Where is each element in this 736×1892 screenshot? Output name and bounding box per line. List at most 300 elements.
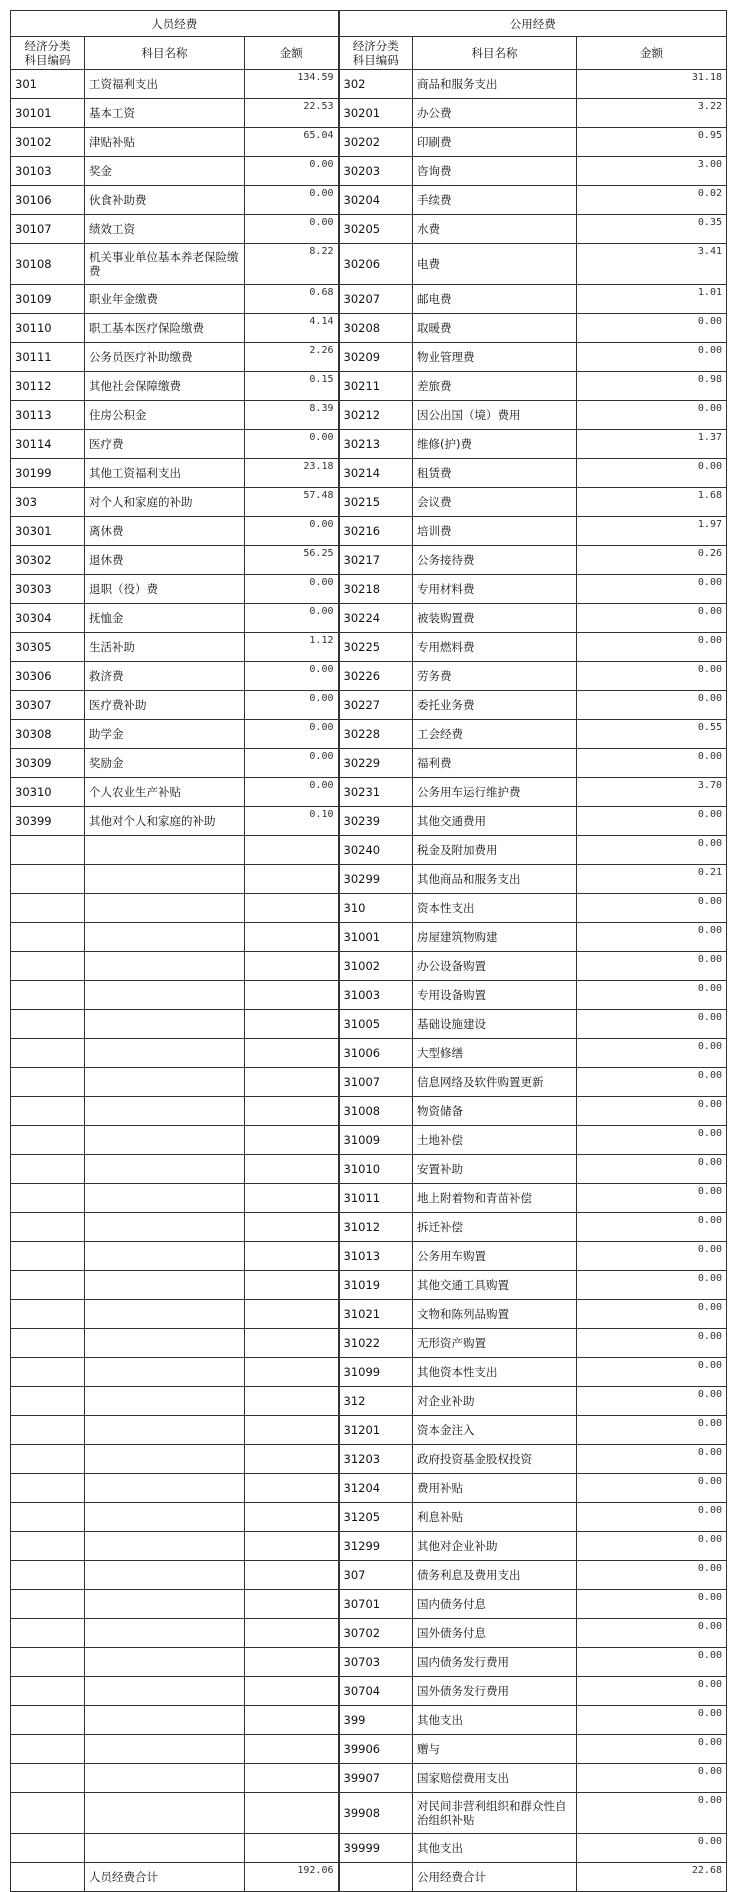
personnel-code-cell [11,836,85,865]
public-name-cell: 物资储备 [413,1097,577,1126]
personnel-amount-cell: 1.12 [245,633,339,662]
table-row [11,1184,727,1213]
public-amount-cell: 3.22 [577,99,727,128]
public-amount-cell: 1.68 [577,488,727,517]
personnel-amount-cell [245,1242,339,1271]
personnel-amount-cell: 2.26 [245,343,339,372]
personnel-code-cell [11,1590,85,1619]
public-amount-cell: 0.00 [577,401,727,430]
personnel-amount-cell [245,1387,339,1416]
public-amount-cell: 0.00 [577,981,727,1010]
personnel-amount-cell: 0.00 [245,604,339,633]
table-row [11,1358,727,1387]
public-amount-cell: 0.00 [577,691,727,720]
public-code-cell: 30704 [339,1677,413,1706]
table-row [11,662,727,691]
table-row [11,1532,727,1561]
public-name-cell: 办公设备购置 [413,952,577,981]
public-amount-cell: 0.00 [577,749,727,778]
public-amount-cell: 0.00 [577,1648,727,1677]
personnel-name-cell [85,1561,245,1590]
table-row [11,633,727,662]
personnel-code-header: 经济分类 科目编码 [11,37,85,70]
personnel-name-cell [85,1764,245,1793]
personnel-amount-cell [245,1010,339,1039]
public-name-cell: 土地补偿 [413,1126,577,1155]
personnel-name-cell [85,1503,245,1532]
public-amount-cell: 0.00 [577,1213,727,1242]
public-name-cell: 专用设备购置 [413,981,577,1010]
personnel-code-cell [11,1010,85,1039]
personnel-code-cell [11,1735,85,1764]
personnel-name-cell: 助学金 [85,720,245,749]
public-name-cell: 对民间非营利组织和群众性自治组织补贴 [413,1793,577,1834]
public-name-cell: 咨询费 [413,157,577,186]
personnel-code-cell [11,1764,85,1793]
personnel-amount-cell [245,1834,339,1863]
public-amount-cell: 31.18 [577,70,727,99]
personnel-name-cell [85,1010,245,1039]
personnel-name-cell [85,1387,245,1416]
personnel-name-cell: 奖励金 [85,749,245,778]
personnel-name-cell [85,1590,245,1619]
personnel-amount-cell: 0.00 [245,430,339,459]
personnel-code-cell [11,981,85,1010]
personnel-code-cell [11,1358,85,1387]
public-code-cell: 30217 [339,546,413,575]
personnel-name-cell: 退休费 [85,546,245,575]
public-code-cell: 30214 [339,459,413,488]
table-row [11,1126,727,1155]
public-name-cell: 租赁费 [413,459,577,488]
personnel-code-cell [11,1155,85,1184]
public-code-cell: 30225 [339,633,413,662]
personnel-name-cell: 基本工资 [85,99,245,128]
personnel-name-cell: 个人农业生产补贴 [85,778,245,807]
table-row [11,285,727,314]
personnel-name-cell [85,981,245,1010]
public-code-cell: 30299 [339,865,413,894]
public-code-cell: 31009 [339,1126,413,1155]
public-name-cell: 其他交通工具购置 [413,1271,577,1300]
public-code-cell: 31099 [339,1358,413,1387]
public-amount-cell: 1.97 [577,517,727,546]
personnel-name-cell: 离休费 [85,517,245,546]
public-amount-cell: 0.00 [577,1677,727,1706]
personnel-name-cell: 医疗费补助 [85,691,245,720]
personnel-name-cell: 职业年金缴费 [85,285,245,314]
personnel-code-cell: 30107 [11,215,85,244]
personnel-code-cell [11,1097,85,1126]
personnel-amount-cell [245,1532,339,1561]
table-row [11,981,727,1010]
personnel-amount-cell [245,894,339,923]
public-amount-cell: 0.00 [577,1474,727,1503]
public-name-cell: 其他支出 [413,1706,577,1735]
public-name-cell: 委托业务费 [413,691,577,720]
public-name-cell: 专用燃料费 [413,633,577,662]
public-name-cell: 劳务费 [413,662,577,691]
personnel-amount-cell [245,836,339,865]
table-row [11,1155,727,1184]
personnel-amount-cell [245,1474,339,1503]
public-name-cell: 拆迁补偿 [413,1213,577,1242]
personnel-amount-cell: 22.53 [245,99,339,128]
public-name-cell: 安置补助 [413,1155,577,1184]
table-row [11,1619,727,1648]
personnel-code-cell: 30114 [11,430,85,459]
table-row [11,575,727,604]
public-name-cell: 其他支出 [413,1834,577,1863]
personnel-amount-cell: 0.00 [245,215,339,244]
personnel-amount-cell: 8.22 [245,244,339,285]
personnel-code-cell [11,1329,85,1358]
public-name-cell: 国外债务付息 [413,1619,577,1648]
public-name-cell: 工会经费 [413,720,577,749]
public-amount-cell: 1.01 [577,285,727,314]
public-amount-cell: 0.00 [577,1834,727,1863]
personnel-name-cell: 机关事业单位基本养老保险缴费 [85,244,245,285]
public-code-cell: 30212 [339,401,413,430]
public-code-cell: 30228 [339,720,413,749]
public-total-amount: 22.68 [577,1863,727,1892]
personnel-code-cell: 30310 [11,778,85,807]
personnel-name-cell: 其他社会保障缴费 [85,372,245,401]
public-name-cell: 国家赔偿费用支出 [413,1764,577,1793]
personnel-code-cell [11,1834,85,1863]
personnel-name-cell: 其他工资福利支出 [85,459,245,488]
personnel-amount-cell: 0.00 [245,749,339,778]
personnel-name-cell [85,1358,245,1387]
table-row [11,1735,727,1764]
public-name-cell: 手续费 [413,186,577,215]
personnel-name-cell: 抚恤金 [85,604,245,633]
public-name-cell: 房屋建筑物购建 [413,923,577,952]
public-code-cell: 30227 [339,691,413,720]
public-code-cell: 30218 [339,575,413,604]
public-amount-cell: 0.00 [577,1097,727,1126]
personnel-amount-cell: 0.00 [245,575,339,604]
public-code-cell: 310 [339,894,413,923]
personnel-amount-cell: 0.10 [245,807,339,836]
public-amount-cell: 0.00 [577,1619,727,1648]
table-row [11,691,727,720]
public-code-cell: 31002 [339,952,413,981]
personnel-amount-cell: 0.15 [245,372,339,401]
personnel-name-cell [85,1474,245,1503]
public-name-cell: 会议费 [413,488,577,517]
public-amount-cell: 3.70 [577,778,727,807]
public-code-cell: 30240 [339,836,413,865]
table-row [11,244,727,285]
public-amount-cell: 0.35 [577,215,727,244]
public-amount-cell: 0.00 [577,1358,727,1387]
personnel-code-cell: 303 [11,488,85,517]
public-amount-cell: 0.00 [577,1793,727,1834]
public-section-header: 公用经费 [339,11,727,37]
personnel-code-cell: 30307 [11,691,85,720]
personnel-code-cell [11,1648,85,1677]
public-code-cell: 39908 [339,1793,413,1834]
personnel-amount-cell [245,1329,339,1358]
table-row [11,1068,727,1097]
public-name-cell: 无形资产购置 [413,1329,577,1358]
table-row [11,749,727,778]
personnel-code-cell [11,1068,85,1097]
table-row [11,401,727,430]
public-amount-cell: 0.00 [577,1068,727,1097]
personnel-code-cell: 30306 [11,662,85,691]
personnel-amount-cell [245,1039,339,1068]
personnel-amount-cell: 0.00 [245,517,339,546]
table-row [11,488,727,517]
table-row [11,807,727,836]
public-amount-cell: 1.37 [577,430,727,459]
personnel-name-header: 科目名称 [85,37,245,70]
personnel-amount-cell [245,1648,339,1677]
personnel-amount-cell [245,952,339,981]
personnel-amount-cell: 0.00 [245,662,339,691]
public-amount-cell: 0.00 [577,1503,727,1532]
public-code-cell: 30206 [339,244,413,285]
public-amount-cell: 0.00 [577,1416,727,1445]
public-amount-cell: 0.00 [577,1242,727,1271]
personnel-code-cell: 30108 [11,244,85,285]
public-name-cell: 福利费 [413,749,577,778]
personnel-code-cell [11,1387,85,1416]
personnel-name-cell [85,1184,245,1213]
public-code-cell: 30216 [339,517,413,546]
personnel-amount-cell: 134.59 [245,70,339,99]
personnel-name-cell [85,1097,245,1126]
personnel-code-cell [11,952,85,981]
personnel-code-cell [11,1126,85,1155]
totals-spacer-cell [339,1863,413,1892]
public-code-cell: 30201 [339,99,413,128]
totals-spacer-cell [11,1863,85,1892]
personnel-amount-cell [245,1590,339,1619]
personnel-amount-cell: 23.18 [245,459,339,488]
personnel-name-cell: 公务员医疗补助缴费 [85,343,245,372]
public-amount-cell: 0.21 [577,865,727,894]
personnel-name-cell [85,1039,245,1068]
public-name-cell: 基础设施建设 [413,1010,577,1039]
public-code-cell: 31201 [339,1416,413,1445]
public-code-header: 经济分类 科目编码 [339,37,413,70]
public-code-cell: 30231 [339,778,413,807]
public-code-cell: 399 [339,1706,413,1735]
personnel-code-cell [11,1416,85,1445]
personnel-name-cell [85,1793,245,1834]
public-code-cell: 31204 [339,1474,413,1503]
public-code-cell: 312 [339,1387,413,1416]
personnel-amount-cell [245,1561,339,1590]
personnel-name-cell [85,836,245,865]
table-row [11,1300,727,1329]
personnel-amount-cell [245,981,339,1010]
personnel-name-cell [85,1155,245,1184]
personnel-code-cell: 30301 [11,517,85,546]
table-row [11,430,727,459]
public-code-cell: 30701 [339,1590,413,1619]
table-row [11,1445,727,1474]
public-name-cell: 电费 [413,244,577,285]
personnel-code-cell [11,1474,85,1503]
public-name-cell: 文物和陈列品购置 [413,1300,577,1329]
personnel-amount-cell [245,1300,339,1329]
personnel-amount-cell [245,1445,339,1474]
personnel-code-cell [11,1619,85,1648]
personnel-amount-cell: 56.25 [245,546,339,575]
public-name-cell: 培训费 [413,517,577,546]
public-amount-cell: 0.00 [577,1039,727,1068]
personnel-code-cell: 30101 [11,99,85,128]
personnel-name-cell: 其他对个人和家庭的补助 [85,807,245,836]
personnel-name-cell [85,1271,245,1300]
public-amount-cell: 0.00 [577,1590,727,1619]
personnel-total-label: 人员经费合计 [85,1863,245,1892]
table-row [11,1793,727,1834]
personnel-code-cell [11,865,85,894]
personnel-amount-cell [245,865,339,894]
public-code-cell: 39907 [339,1764,413,1793]
personnel-name-cell [85,894,245,923]
public-code-cell: 307 [339,1561,413,1590]
table-row [11,1764,727,1793]
public-amount-cell: 0.95 [577,128,727,157]
public-amount-cell: 0.00 [577,1155,727,1184]
personnel-total-amount: 192.06 [245,1863,339,1892]
public-name-cell: 赠与 [413,1735,577,1764]
personnel-code-cell: 30113 [11,401,85,430]
personnel-name-cell [85,1619,245,1648]
public-name-cell: 物业管理费 [413,343,577,372]
personnel-amount-cell [245,1619,339,1648]
personnel-amount-cell [245,1706,339,1735]
public-name-cell: 国内债务付息 [413,1590,577,1619]
table-row [11,1387,727,1416]
personnel-amount-cell [245,1416,339,1445]
personnel-code-cell: 301 [11,70,85,99]
public-name-cell: 其他资本性支出 [413,1358,577,1387]
public-amount-cell: 0.00 [577,836,727,865]
table-row [11,836,727,865]
public-code-cell: 31205 [339,1503,413,1532]
personnel-name-cell: 救济费 [85,662,245,691]
public-code-cell: 31011 [339,1184,413,1213]
table-row [11,372,727,401]
personnel-code-cell: 30110 [11,314,85,343]
personnel-amount-cell: 0.00 [245,720,339,749]
public-amount-cell: 0.00 [577,1300,727,1329]
personnel-code-cell: 30399 [11,807,85,836]
public-code-cell: 31022 [339,1329,413,1358]
public-code-cell: 30239 [339,807,413,836]
personnel-code-cell [11,1213,85,1242]
personnel-name-cell: 职工基本医疗保险缴费 [85,314,245,343]
personnel-code-cell: 30304 [11,604,85,633]
public-amount-cell: 0.00 [577,1445,727,1474]
public-code-cell: 30207 [339,285,413,314]
public-amount-cell: 0.55 [577,720,727,749]
public-name-header: 科目名称 [413,37,577,70]
public-amount-cell: 0.00 [577,952,727,981]
personnel-code-cell: 30112 [11,372,85,401]
public-name-cell: 大型修缮 [413,1039,577,1068]
public-code-cell: 31299 [339,1532,413,1561]
table-row [11,343,727,372]
table-row [11,1271,727,1300]
table-row [11,1242,727,1271]
public-name-cell: 维修(护)费 [413,430,577,459]
personnel-name-cell [85,1126,245,1155]
public-name-cell: 印刷费 [413,128,577,157]
public-name-cell: 办公费 [413,99,577,128]
table-row [11,459,727,488]
personnel-name-cell [85,1834,245,1863]
public-name-cell: 债务利息及费用支出 [413,1561,577,1590]
personnel-amount-cell: 57.48 [245,488,339,517]
personnel-amount-cell [245,923,339,952]
personnel-amount-cell [245,1503,339,1532]
public-amount-cell: 0.00 [577,662,727,691]
table-row [11,1648,727,1677]
public-amount-cell: 0.02 [577,186,727,215]
public-amount-header: 金额 [577,37,727,70]
personnel-amount-cell [245,1793,339,1834]
table-row [11,70,727,99]
personnel-code-cell [11,1532,85,1561]
personnel-code-cell [11,1300,85,1329]
public-code-cell: 30209 [339,343,413,372]
public-code-cell: 30211 [339,372,413,401]
public-name-cell: 对企业补助 [413,1387,577,1416]
personnel-name-cell [85,1706,245,1735]
public-amount-cell: 0.00 [577,1387,727,1416]
personnel-amount-cell: 0.00 [245,691,339,720]
table-row [11,865,727,894]
personnel-code-cell: 30303 [11,575,85,604]
table-row [11,952,727,981]
personnel-amount-cell: 0.68 [245,285,339,314]
public-amount-cell: 0.00 [577,1329,727,1358]
public-total-label: 公用经费合计 [413,1863,577,1892]
public-name-cell: 其他商品和服务支出 [413,865,577,894]
table-row [11,1416,727,1445]
personnel-amount-cell: 0.00 [245,157,339,186]
personnel-code-cell: 30309 [11,749,85,778]
personnel-name-cell [85,923,245,952]
personnel-amount-cell [245,1213,339,1242]
personnel-name-cell [85,1242,245,1271]
personnel-code-cell: 30102 [11,128,85,157]
table-row [11,546,727,575]
personnel-code-cell [11,1184,85,1213]
personnel-amount-cell: 4.14 [245,314,339,343]
public-name-cell: 资本性支出 [413,894,577,923]
personnel-amount-cell [245,1764,339,1793]
personnel-name-cell [85,1068,245,1097]
personnel-code-cell: 30305 [11,633,85,662]
personnel-name-cell: 生活补助 [85,633,245,662]
personnel-code-cell [11,1561,85,1590]
personnel-name-cell [85,1677,245,1706]
public-code-cell: 39906 [339,1735,413,1764]
public-amount-cell: 0.00 [577,459,727,488]
public-name-cell: 信息网络及软件购置更新 [413,1068,577,1097]
table-row [11,1561,727,1590]
personnel-name-cell [85,1300,245,1329]
